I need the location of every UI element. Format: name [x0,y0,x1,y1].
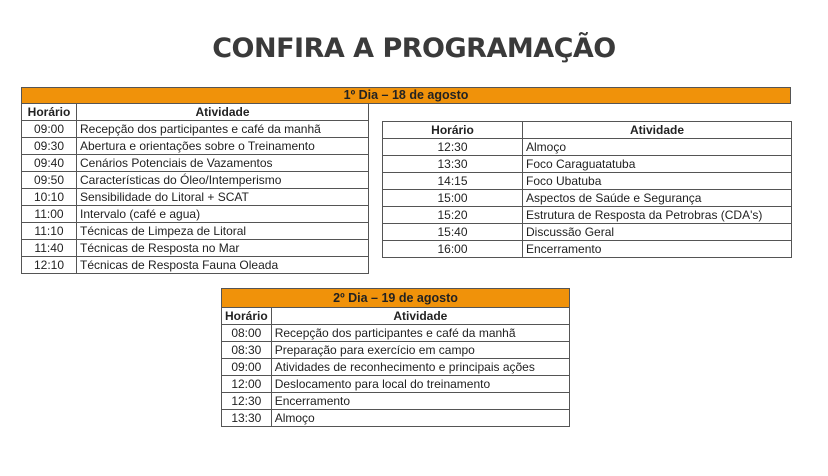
col-header-activity: Atividade [77,104,369,121]
activity-cell: Cenários Potenciais de Vazamentos [77,155,369,172]
table-row [222,376,570,393]
activity-cell: Encerramento [523,241,792,258]
table-header-row [383,122,792,139]
table-row [22,240,369,257]
col-header-activity: Atividade [271,308,569,325]
table-header-row [222,308,570,325]
time-cell: 13:30 [383,156,523,173]
table-row [22,121,369,138]
table-row [383,224,792,241]
table-row [383,139,792,156]
activity-cell: Técnicas de Limpeza de Litoral [77,223,369,240]
table-row [222,325,570,342]
table-row [22,155,369,172]
activity-cell: Foco Caraguatatuba [523,156,792,173]
time-cell: 09:50 [22,172,77,189]
time-cell: 15:20 [383,207,523,224]
table-row [383,241,792,258]
table-row [222,342,570,359]
day1-header: 1º Dia – 18 de agosto [21,87,791,104]
table-row [383,156,792,173]
time-cell: 09:00 [222,359,272,376]
activity-cell: Abertura e orientações sobre o Treinamento [77,138,369,155]
activity-cell: Recepção dos participantes e café da manhã [271,325,569,342]
table-row [222,393,570,410]
table-row [383,207,792,224]
time-cell: 12:10 [22,257,77,274]
time-cell: 11:40 [22,240,77,257]
col-header-activity: Atividade [523,122,792,139]
time-cell: 12:30 [383,139,523,156]
time-cell: 09:30 [22,138,77,155]
table-row [22,223,369,240]
day2-header: 2º Dia – 19 de agosto [221,288,570,308]
activity-cell: Estrutura de Resposta da Petrobras (CDA's) [523,207,792,224]
table-row [383,190,792,207]
time-cell: 08:00 [222,325,272,342]
day2-table [221,307,570,427]
activity-cell: Técnicas de Resposta no Mar [77,240,369,257]
activity-cell: Foco Ubatuba [523,173,792,190]
table-row [22,257,369,274]
table-row [222,359,570,376]
activity-cell: Encerramento [271,393,569,410]
activity-cell: Recepção dos participantes e café da manhã [77,121,369,138]
time-cell: 09:00 [22,121,77,138]
table-header-row [22,104,369,121]
table-row [222,410,570,427]
time-cell: 16:00 [383,241,523,258]
activity-cell: Atividades de reconhecimento e principais ações [271,359,569,376]
time-cell: 12:00 [222,376,272,393]
activity-cell: Técnicas de Resposta Fauna Oleada [77,257,369,274]
time-cell: 11:10 [22,223,77,240]
time-cell: 15:00 [383,190,523,207]
time-cell: 09:40 [22,155,77,172]
table-row [383,173,792,190]
activity-cell: Intervalo (café e agua) [77,206,369,223]
activity-cell: Deslocamento para local do treinamento [271,376,569,393]
time-cell: 12:30 [222,393,272,410]
activity-cell: Aspectos de Saúde e Segurança [523,190,792,207]
table-row [22,206,369,223]
time-cell: 14:15 [383,173,523,190]
col-header-time: Horário [22,104,77,121]
table-row [22,189,369,206]
activity-cell: Almoço [271,410,569,427]
col-header-time: Horário [222,308,272,325]
time-cell: 10:10 [22,189,77,206]
day1-right-table [382,121,792,258]
day1-left-table [21,103,369,274]
activity-cell: Preparação para exercício em campo [271,342,569,359]
table-row [22,172,369,189]
table-row [22,138,369,155]
time-cell: 11:00 [22,206,77,223]
time-cell: 08:30 [222,342,272,359]
time-cell: 15:40 [383,224,523,241]
time-cell: 13:30 [222,410,272,427]
activity-cell: Discussão Geral [523,224,792,241]
activity-cell: Almoço [523,139,792,156]
activity-cell: Características do Óleo/Intemperismo [77,172,369,189]
page-title: CONFIRA A PROGRAMAÇÃO [212,33,616,64]
col-header-time: Horário [383,122,523,139]
activity-cell: Sensibilidade do Litoral + SCAT [77,189,369,206]
